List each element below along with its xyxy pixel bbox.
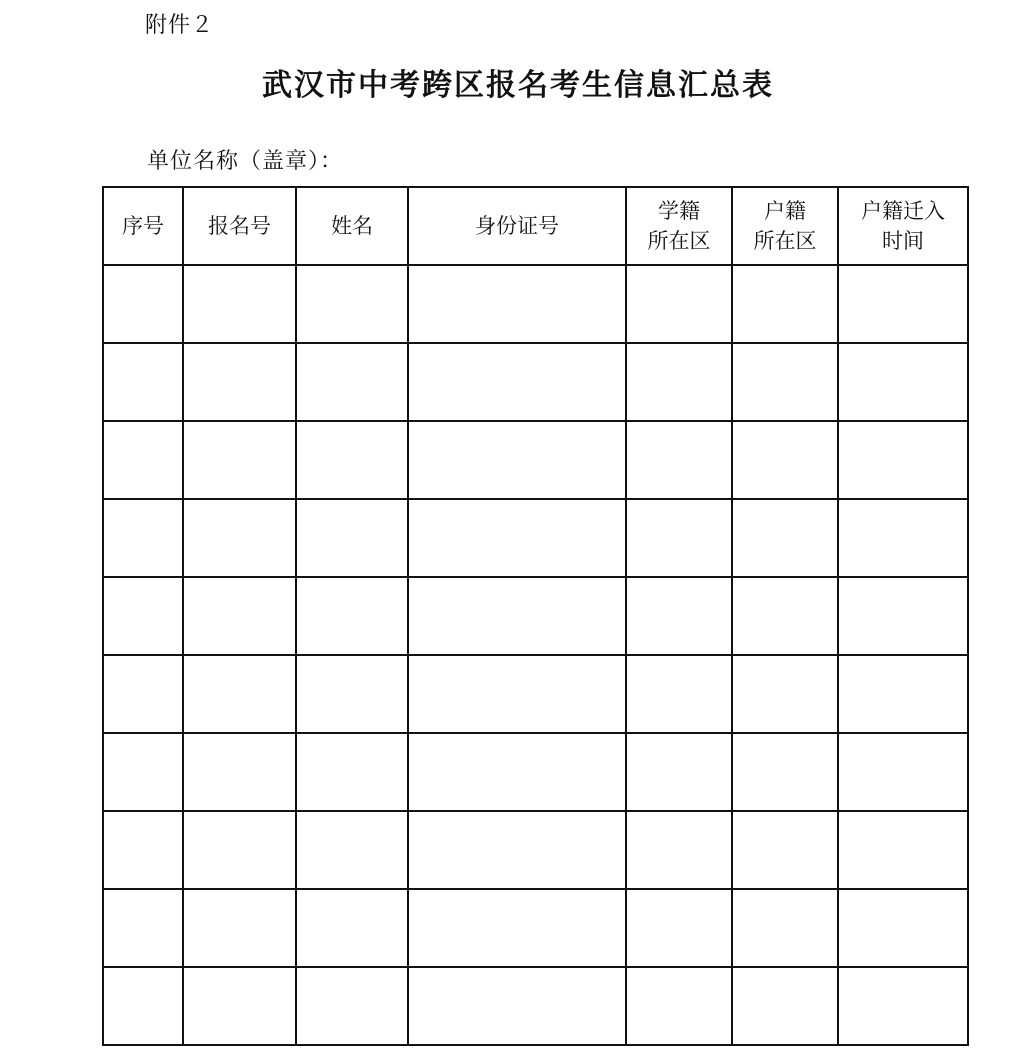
table-cell[interactable] bbox=[732, 889, 838, 967]
table-cell[interactable] bbox=[296, 499, 408, 577]
table-cell[interactable] bbox=[103, 889, 183, 967]
table-row bbox=[103, 499, 968, 577]
document-title: 武汉市中考跨区报名考生信息汇总表 bbox=[262, 68, 774, 103]
table-row bbox=[103, 265, 968, 343]
table-cell[interactable] bbox=[838, 733, 968, 811]
table-row bbox=[103, 811, 968, 889]
column-header-index bbox=[103, 187, 183, 265]
table-cell[interactable] bbox=[103, 733, 183, 811]
table-cell[interactable] bbox=[732, 265, 838, 343]
table-cell[interactable] bbox=[732, 421, 838, 499]
table-cell[interactable] bbox=[296, 811, 408, 889]
table-cell[interactable] bbox=[732, 499, 838, 577]
table-cell[interactable] bbox=[838, 811, 968, 889]
table-cell[interactable] bbox=[838, 577, 968, 655]
table-cell[interactable] bbox=[183, 343, 296, 421]
header-text: 时间 bbox=[882, 229, 924, 253]
table-cell[interactable] bbox=[183, 967, 296, 1045]
table-cell[interactable] bbox=[732, 967, 838, 1045]
table-cell[interactable] bbox=[408, 733, 626, 811]
table-row bbox=[103, 733, 968, 811]
table-cell[interactable] bbox=[838, 265, 968, 343]
table-cell[interactable] bbox=[183, 421, 296, 499]
table-cell[interactable] bbox=[626, 499, 732, 577]
table-cell[interactable] bbox=[103, 421, 183, 499]
table-cell[interactable] bbox=[732, 733, 838, 811]
table-cell[interactable] bbox=[296, 889, 408, 967]
table-cell[interactable] bbox=[732, 811, 838, 889]
header-text: 户籍 bbox=[764, 199, 806, 223]
table-cell[interactable] bbox=[626, 577, 732, 655]
table-row bbox=[103, 343, 968, 421]
table-cell[interactable] bbox=[838, 421, 968, 499]
table-cell[interactable] bbox=[296, 421, 408, 499]
table-cell[interactable] bbox=[408, 889, 626, 967]
table-cell[interactable] bbox=[838, 967, 968, 1045]
table-cell[interactable] bbox=[408, 811, 626, 889]
table-cell[interactable] bbox=[183, 811, 296, 889]
table-cell[interactable] bbox=[626, 889, 732, 967]
table-cell[interactable] bbox=[183, 889, 296, 967]
table-cell[interactable] bbox=[183, 655, 296, 733]
table-cell[interactable] bbox=[626, 655, 732, 733]
table-cell[interactable] bbox=[626, 733, 732, 811]
column-header-name bbox=[296, 187, 408, 265]
column-header-registration-no bbox=[183, 187, 296, 265]
table-cell[interactable] bbox=[732, 655, 838, 733]
table-cell[interactable] bbox=[296, 343, 408, 421]
header-text: 报名号 bbox=[208, 214, 271, 238]
attachment-label: 附件２ bbox=[145, 13, 215, 38]
table-cell[interactable] bbox=[183, 577, 296, 655]
header-text: 学籍 bbox=[658, 199, 700, 223]
table-cell[interactable] bbox=[296, 967, 408, 1045]
table-row bbox=[103, 655, 968, 733]
table-cell[interactable] bbox=[103, 265, 183, 343]
table-cell[interactable] bbox=[183, 733, 296, 811]
header-text: 所在区 bbox=[647, 229, 711, 253]
column-header-household-district bbox=[732, 187, 838, 265]
table-cell[interactable] bbox=[838, 499, 968, 577]
table-cell[interactable] bbox=[838, 343, 968, 421]
table-cell[interactable] bbox=[732, 577, 838, 655]
table-cell[interactable] bbox=[408, 655, 626, 733]
table-cell[interactable] bbox=[296, 655, 408, 733]
table-cell[interactable] bbox=[408, 577, 626, 655]
table-cell[interactable] bbox=[838, 655, 968, 733]
column-header-id-number bbox=[408, 187, 626, 265]
table-row bbox=[103, 421, 968, 499]
table-cell[interactable] bbox=[626, 421, 732, 499]
table-cell[interactable] bbox=[408, 421, 626, 499]
table-cell[interactable] bbox=[103, 967, 183, 1045]
column-header-household-move-date bbox=[838, 187, 968, 265]
table-row bbox=[103, 577, 968, 655]
table-cell[interactable] bbox=[626, 811, 732, 889]
table-cell[interactable] bbox=[296, 577, 408, 655]
table-cell[interactable] bbox=[408, 343, 626, 421]
table-cell[interactable] bbox=[296, 265, 408, 343]
table-cell[interactable] bbox=[103, 577, 183, 655]
header-text: 身份证号 bbox=[475, 214, 559, 238]
table-row bbox=[103, 889, 968, 967]
table-cell[interactable] bbox=[626, 343, 732, 421]
table-cell[interactable] bbox=[183, 265, 296, 343]
table-cell[interactable] bbox=[408, 499, 626, 577]
table-row bbox=[103, 967, 968, 1045]
table-cell[interactable] bbox=[183, 499, 296, 577]
column-header-school-district bbox=[626, 187, 732, 265]
table-cell[interactable] bbox=[408, 967, 626, 1045]
header-text: 序号 bbox=[122, 214, 164, 238]
header-text: 户籍迁入 bbox=[861, 199, 945, 223]
table-cell[interactable] bbox=[103, 811, 183, 889]
header-text: 姓名 bbox=[331, 214, 373, 238]
table-cell[interactable] bbox=[408, 265, 626, 343]
unit-name-label: 单位名称（盖章）： bbox=[147, 149, 344, 174]
table-cell[interactable] bbox=[626, 265, 732, 343]
table-cell[interactable] bbox=[103, 499, 183, 577]
table-header-row bbox=[103, 187, 968, 265]
summary-table bbox=[102, 186, 969, 1046]
table-cell[interactable] bbox=[296, 733, 408, 811]
table-cell[interactable] bbox=[626, 967, 732, 1045]
table-body bbox=[103, 265, 968, 1045]
table-cell[interactable] bbox=[732, 343, 838, 421]
header-text: 所在区 bbox=[753, 229, 817, 253]
table-cell[interactable] bbox=[103, 343, 183, 421]
table-cell[interactable] bbox=[838, 889, 968, 967]
table-cell[interactable] bbox=[103, 655, 183, 733]
